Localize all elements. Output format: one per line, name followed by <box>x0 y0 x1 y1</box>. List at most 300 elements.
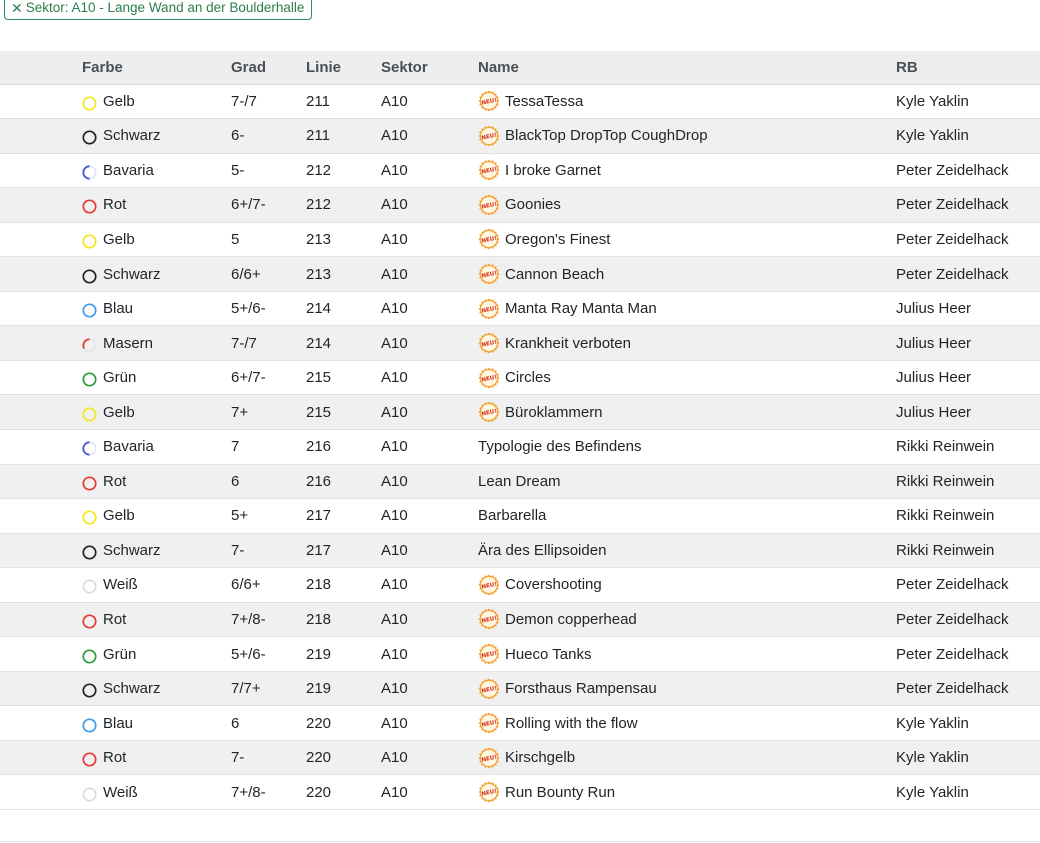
color-label: Rot <box>103 472 127 490</box>
route-name[interactable]: Ära des Ellipsoiden <box>478 541 607 559</box>
route-name[interactable]: Forsthaus Rampensau <box>505 680 657 698</box>
sector-filter-label: Sektor: A10 - Lange Wand an der Boulderhalle <box>25 0 305 15</box>
hold-color-ring-icon <box>82 579 97 594</box>
hold-color-ring-icon <box>82 130 97 145</box>
row-spacer <box>0 84 82 119</box>
table-row[interactable] <box>0 775 1040 810</box>
grade-cell: 7+/8- <box>231 775 306 810</box>
new-badge-icon <box>478 194 500 216</box>
grade-cell: 6- <box>231 119 306 154</box>
color-label: Blau <box>103 714 134 732</box>
new-badge-icon <box>478 781 500 803</box>
line-cell: 212 <box>306 153 381 188</box>
color-label: Gelb <box>103 92 135 110</box>
route-name[interactable]: Circles <box>505 369 551 387</box>
sector-cell: A10 <box>381 637 478 672</box>
hold-color-ring-icon <box>82 199 97 214</box>
name-cell-content <box>478 194 896 216</box>
sector-cell: A10 <box>381 222 478 257</box>
color-cell <box>82 360 231 395</box>
color-cell-content <box>82 473 231 490</box>
row-spacer <box>0 671 82 706</box>
name-cell-content <box>478 332 896 354</box>
color-label: Gelb <box>103 403 135 421</box>
color-cell-content <box>82 542 231 559</box>
table-row[interactable] <box>0 671 1040 706</box>
color-label: Rot <box>103 749 127 767</box>
svg-text:NEU!: NEU! <box>480 270 498 280</box>
sector-cell: A10 <box>381 326 478 361</box>
color-cell-content <box>82 646 231 663</box>
name-cell-content <box>478 263 896 285</box>
line-cell: 214 <box>306 326 381 361</box>
grade-cell: 7- <box>231 533 306 568</box>
color-label: Grün <box>103 645 137 663</box>
name-cell[interactable] <box>478 257 896 292</box>
route-name[interactable]: Covershooting <box>505 576 602 594</box>
table-row[interactable] <box>0 533 1040 568</box>
table-row[interactable] <box>0 291 1040 326</box>
setter-cell: Peter Zeidelhack <box>896 222 1040 257</box>
color-cell <box>82 291 231 326</box>
color-label: Schwarz <box>103 541 161 559</box>
svg-text:NEU!: NEU! <box>480 339 498 349</box>
new-badge-icon <box>478 678 500 700</box>
name-cell[interactable] <box>478 706 896 741</box>
table-row[interactable] <box>0 395 1040 430</box>
row-spacer <box>0 153 82 188</box>
name-cell-content <box>478 298 896 320</box>
table-row[interactable] <box>0 637 1040 672</box>
route-name[interactable]: Goonies <box>505 196 561 214</box>
color-label: Bavaria <box>103 438 154 456</box>
line-cell: 220 <box>306 706 381 741</box>
grade-cell: 5 <box>231 222 306 257</box>
table-row[interactable] <box>0 153 1040 188</box>
sector-cell: A10 <box>381 395 478 430</box>
svg-text:NEU!: NEU! <box>480 201 498 211</box>
table-row[interactable] <box>0 222 1040 257</box>
header-name[interactable]: Name <box>478 51 896 84</box>
color-label: Schwarz <box>103 680 161 698</box>
line-cell: 220 <box>306 775 381 810</box>
name-cell-content <box>478 643 896 665</box>
color-label: Schwarz <box>103 265 161 283</box>
color-label: Weiß <box>103 576 138 594</box>
color-cell <box>82 533 231 568</box>
name-cell[interactable] <box>478 429 896 464</box>
name-cell-content <box>478 401 896 423</box>
color-label: Masern <box>103 334 154 352</box>
new-badge-icon <box>478 298 500 320</box>
grade-cell: 6 <box>231 706 306 741</box>
line-cell: 217 <box>306 533 381 568</box>
name-cell[interactable] <box>478 291 896 326</box>
grade-cell: 6+/7- <box>231 360 306 395</box>
line-cell: 218 <box>306 602 381 637</box>
header-rb[interactable]: RB <box>896 51 1040 84</box>
row-spacer <box>0 326 82 361</box>
setter-cell: Peter Zeidelhack <box>896 188 1040 223</box>
setter-cell: Kyle Yaklin <box>896 84 1040 119</box>
row-spacer <box>0 257 82 292</box>
row-spacer <box>0 395 82 430</box>
route-name[interactable]: Hueco Tanks <box>505 645 592 663</box>
route-name[interactable]: Oregon's Finest <box>505 230 611 248</box>
hold-color-ring-icon <box>82 165 97 180</box>
sector-cell: A10 <box>381 740 478 775</box>
row-spacer <box>0 119 82 154</box>
table-row[interactable] <box>0 568 1040 603</box>
table-bottom-border <box>0 841 1040 842</box>
grade-cell: 7+ <box>231 395 306 430</box>
sector-cell: A10 <box>381 360 478 395</box>
color-cell <box>82 775 231 810</box>
route-name[interactable]: Manta Ray Manta Man <box>505 300 657 318</box>
name-cell[interactable] <box>478 464 896 499</box>
line-cell: 217 <box>306 499 381 534</box>
svg-text:NEU!: NEU! <box>480 581 498 591</box>
line-cell: 219 <box>306 637 381 672</box>
svg-text:NEU!: NEU! <box>480 132 498 142</box>
grade-cell: 7-/7 <box>231 326 306 361</box>
color-cell <box>82 119 231 154</box>
line-cell: 216 <box>306 464 381 499</box>
table-row[interactable] <box>0 740 1040 775</box>
header-linie[interactable]: Linie <box>306 51 381 84</box>
color-cell-content <box>82 162 231 179</box>
grade-cell: 6/6+ <box>231 257 306 292</box>
table-row[interactable] <box>0 499 1040 534</box>
color-cell-content <box>82 231 231 248</box>
color-cell <box>82 671 231 706</box>
sector-cell: A10 <box>381 602 478 637</box>
svg-text:NEU!: NEU! <box>480 685 498 695</box>
color-cell-content <box>82 438 231 455</box>
route-name[interactable]: Run Bounty Run <box>505 783 616 801</box>
setter-cell: Peter Zeidelhack <box>896 153 1040 188</box>
color-label: Bavaria <box>103 161 154 179</box>
name-cell[interactable] <box>478 395 896 430</box>
new-badge-icon <box>478 747 500 769</box>
line-cell: 211 <box>306 119 381 154</box>
setter-cell: Peter Zeidelhack <box>896 257 1040 292</box>
new-badge-icon <box>478 401 500 423</box>
name-cell[interactable] <box>478 637 896 672</box>
setter-cell: Rikki Reinwein <box>896 429 1040 464</box>
new-badge-icon <box>478 90 500 112</box>
sector-cell: A10 <box>381 533 478 568</box>
table-row[interactable] <box>0 360 1040 395</box>
setter-cell: Peter Zeidelhack <box>896 671 1040 706</box>
color-cell <box>82 706 231 741</box>
color-cell <box>82 499 231 534</box>
name-cell-content <box>478 228 896 250</box>
sector-cell: A10 <box>381 706 478 741</box>
new-badge-icon <box>478 125 500 147</box>
setter-cell: Kyle Yaklin <box>896 740 1040 775</box>
line-cell: 220 <box>306 740 381 775</box>
routes-table <box>0 51 1040 810</box>
color-cell-content <box>82 507 231 524</box>
route-name[interactable]: Typologie des Befindens <box>478 438 642 456</box>
row-spacer <box>0 706 82 741</box>
row-spacer <box>0 222 82 257</box>
close-icon[interactable]: ✕ <box>11 0 23 16</box>
sector-cell: A10 <box>381 775 478 810</box>
color-cell-content <box>82 576 231 593</box>
name-cell-content <box>478 747 896 769</box>
setter-cell: Julius Heer <box>896 360 1040 395</box>
color-cell <box>82 740 231 775</box>
name-cell[interactable] <box>478 222 896 257</box>
name-cell[interactable] <box>478 671 896 706</box>
new-badge-icon <box>478 608 500 630</box>
color-label: Rot <box>103 196 127 214</box>
hold-color-ring-icon <box>82 683 97 698</box>
new-badge-icon <box>478 574 500 596</box>
svg-text:NEU!: NEU! <box>480 408 498 418</box>
hold-color-ring-icon <box>82 338 97 353</box>
hold-color-ring-icon <box>82 752 97 767</box>
header-grad[interactable]: Grad <box>231 51 306 84</box>
name-cell-content <box>478 367 896 389</box>
name-cell[interactable] <box>478 153 896 188</box>
setter-cell: Rikki Reinwein <box>896 533 1040 568</box>
color-cell <box>82 637 231 672</box>
svg-text:NEU!: NEU! <box>480 166 498 177</box>
color-label: Schwarz <box>103 127 161 145</box>
color-label: Weiß <box>103 783 138 801</box>
hold-color-ring-icon <box>82 407 97 422</box>
name-cell[interactable] <box>478 602 896 637</box>
sector-cell: A10 <box>381 119 478 154</box>
name-cell-content <box>478 712 896 734</box>
sector-cell: A10 <box>381 499 478 534</box>
table-row[interactable] <box>0 119 1040 154</box>
setter-cell: Kyle Yaklin <box>896 706 1040 741</box>
hold-color-ring-icon <box>82 476 97 491</box>
color-cell <box>82 153 231 188</box>
color-cell <box>82 464 231 499</box>
svg-text:NEU!: NEU! <box>480 236 498 246</box>
line-cell: 219 <box>306 671 381 706</box>
name-cell[interactable] <box>478 740 896 775</box>
hold-color-ring-icon <box>82 269 97 284</box>
table-header-row <box>0 51 1040 84</box>
grade-cell: 7/7+ <box>231 671 306 706</box>
setter-cell: Julius Heer <box>896 291 1040 326</box>
color-cell-content <box>82 784 231 801</box>
sector-cell: A10 <box>381 291 478 326</box>
table-row[interactable] <box>0 706 1040 741</box>
color-cell <box>82 326 231 361</box>
name-cell[interactable] <box>478 84 896 119</box>
name-cell[interactable] <box>478 326 896 361</box>
line-cell: 218 <box>306 568 381 603</box>
grade-cell: 6 <box>231 464 306 499</box>
setter-cell: Peter Zeidelhack <box>896 568 1040 603</box>
color-cell <box>82 395 231 430</box>
hold-color-ring-icon <box>82 545 97 560</box>
route-name[interactable]: Kirschgelb <box>505 749 576 767</box>
line-cell: 215 <box>306 360 381 395</box>
grade-cell: 5+/6- <box>231 637 306 672</box>
color-cell-content <box>82 93 231 110</box>
color-cell-content <box>82 749 231 766</box>
table-row[interactable] <box>0 84 1040 119</box>
new-badge-icon <box>478 263 500 285</box>
hold-color-ring-icon <box>82 234 97 249</box>
row-spacer <box>0 429 82 464</box>
color-cell-content <box>82 300 231 317</box>
hold-color-ring-icon <box>82 441 97 456</box>
hold-color-ring-icon <box>82 787 97 802</box>
setter-cell: Julius Heer <box>896 395 1040 430</box>
table-row[interactable] <box>0 464 1040 499</box>
table-row[interactable] <box>0 257 1040 292</box>
header-farbe[interactable]: Farbe <box>82 51 231 84</box>
color-cell <box>82 429 231 464</box>
color-cell-content <box>82 680 231 697</box>
new-badge-icon <box>478 332 500 354</box>
grade-cell: 7-/7 <box>231 84 306 119</box>
name-cell-content <box>478 159 896 181</box>
sector-cell: A10 <box>381 188 478 223</box>
route-name[interactable]: Lean Dream <box>478 472 561 490</box>
row-spacer <box>0 360 82 395</box>
grade-cell: 7 <box>231 429 306 464</box>
svg-text:NEU!: NEU! <box>480 97 498 107</box>
sector-cell: A10 <box>381 671 478 706</box>
color-cell-content <box>82 404 231 421</box>
name-cell-content <box>478 608 896 630</box>
route-name[interactable]: BlackTop DropTop CoughDrop <box>505 127 708 145</box>
color-label: Grün <box>103 369 137 387</box>
grade-cell: 6+/7- <box>231 188 306 223</box>
row-spacer <box>0 775 82 810</box>
grade-cell: 7+/8- <box>231 602 306 637</box>
table-row[interactable] <box>0 429 1040 464</box>
svg-text:NEU!: NEU! <box>480 719 498 729</box>
sector-cell: A10 <box>381 429 478 464</box>
route-name[interactable]: Büroklammern <box>505 403 603 421</box>
row-spacer <box>0 464 82 499</box>
route-name[interactable]: Krankheit verboten <box>505 334 631 352</box>
color-label: Blau <box>103 300 134 318</box>
row-spacer <box>0 602 82 637</box>
grade-cell: 7- <box>231 740 306 775</box>
route-name[interactable]: TessaTessa <box>505 92 584 110</box>
sector-cell: A10 <box>381 257 478 292</box>
line-cell: 211 <box>306 84 381 119</box>
color-cell <box>82 257 231 292</box>
name-cell-content <box>478 678 896 700</box>
color-cell <box>82 84 231 119</box>
line-cell: 214 <box>306 291 381 326</box>
row-spacer <box>0 291 82 326</box>
color-cell-content <box>82 369 231 386</box>
row-spacer <box>0 499 82 534</box>
table-row[interactable] <box>0 326 1040 361</box>
name-cell-content <box>478 507 896 524</box>
color-cell <box>82 568 231 603</box>
color-cell-content <box>82 266 231 283</box>
svg-text:NEU!: NEU! <box>480 788 498 798</box>
name-cell-content <box>478 542 896 559</box>
row-spacer <box>0 533 82 568</box>
svg-text:NEU!: NEU! <box>480 374 498 384</box>
color-cell <box>82 188 231 223</box>
name-cell[interactable] <box>478 499 896 534</box>
route-name[interactable]: Demon copperhead <box>505 610 637 628</box>
row-spacer <box>0 568 82 603</box>
hold-color-ring-icon <box>82 718 97 733</box>
color-label: Gelb <box>103 230 135 248</box>
hold-color-ring-icon <box>82 303 97 318</box>
name-cell-content <box>478 438 896 455</box>
header-sektor[interactable]: Sektor <box>381 51 478 84</box>
sector-cell: A10 <box>381 84 478 119</box>
name-cell[interactable] <box>478 188 896 223</box>
setter-cell: Peter Zeidelhack <box>896 602 1040 637</box>
sector-cell: A10 <box>381 568 478 603</box>
hold-color-ring-icon <box>82 510 97 525</box>
setter-cell: Rikki Reinwein <box>896 464 1040 499</box>
color-cell-content <box>82 196 231 213</box>
header-spacer <box>0 51 82 84</box>
new-badge-icon <box>478 228 500 250</box>
new-badge-icon <box>478 159 500 181</box>
svg-text:NEU!: NEU! <box>480 305 498 315</box>
grade-cell: 5- <box>231 153 306 188</box>
name-cell-content <box>478 473 896 490</box>
hold-color-ring-icon <box>82 96 97 111</box>
line-cell: 212 <box>306 188 381 223</box>
route-name[interactable]: Cannon Beach <box>505 265 605 283</box>
row-spacer <box>0 740 82 775</box>
route-name[interactable]: I broke Garnet <box>505 161 601 179</box>
sector-filter-chip[interactable] <box>4 0 312 20</box>
table-row[interactable] <box>0 188 1040 223</box>
hold-color-ring-icon <box>82 372 97 387</box>
setter-cell: Peter Zeidelhack <box>896 637 1040 672</box>
sector-cell: A10 <box>381 464 478 499</box>
color-cell <box>82 602 231 637</box>
color-label: Gelb <box>103 507 135 525</box>
setter-cell: Rikki Reinwein <box>896 499 1040 534</box>
hold-color-ring-icon <box>82 614 97 629</box>
sector-cell: A10 <box>381 153 478 188</box>
color-cell-content <box>82 127 231 144</box>
name-cell-content <box>478 574 896 596</box>
name-cell[interactable] <box>478 119 896 154</box>
name-cell-content <box>478 125 896 147</box>
route-name[interactable]: Barbarella <box>478 507 547 525</box>
grade-cell: 5+ <box>231 499 306 534</box>
new-badge-icon <box>478 367 500 389</box>
name-cell[interactable] <box>478 775 896 810</box>
table-row[interactable] <box>0 602 1040 637</box>
route-name[interactable]: Rolling with the flow <box>505 714 638 732</box>
name-cell-content <box>478 90 896 112</box>
name-cell[interactable] <box>478 533 896 568</box>
name-cell[interactable] <box>478 360 896 395</box>
name-cell[interactable] <box>478 568 896 603</box>
setter-cell: Julius Heer <box>896 326 1040 361</box>
hold-color-ring-icon <box>82 649 97 664</box>
name-cell-content <box>478 781 896 803</box>
